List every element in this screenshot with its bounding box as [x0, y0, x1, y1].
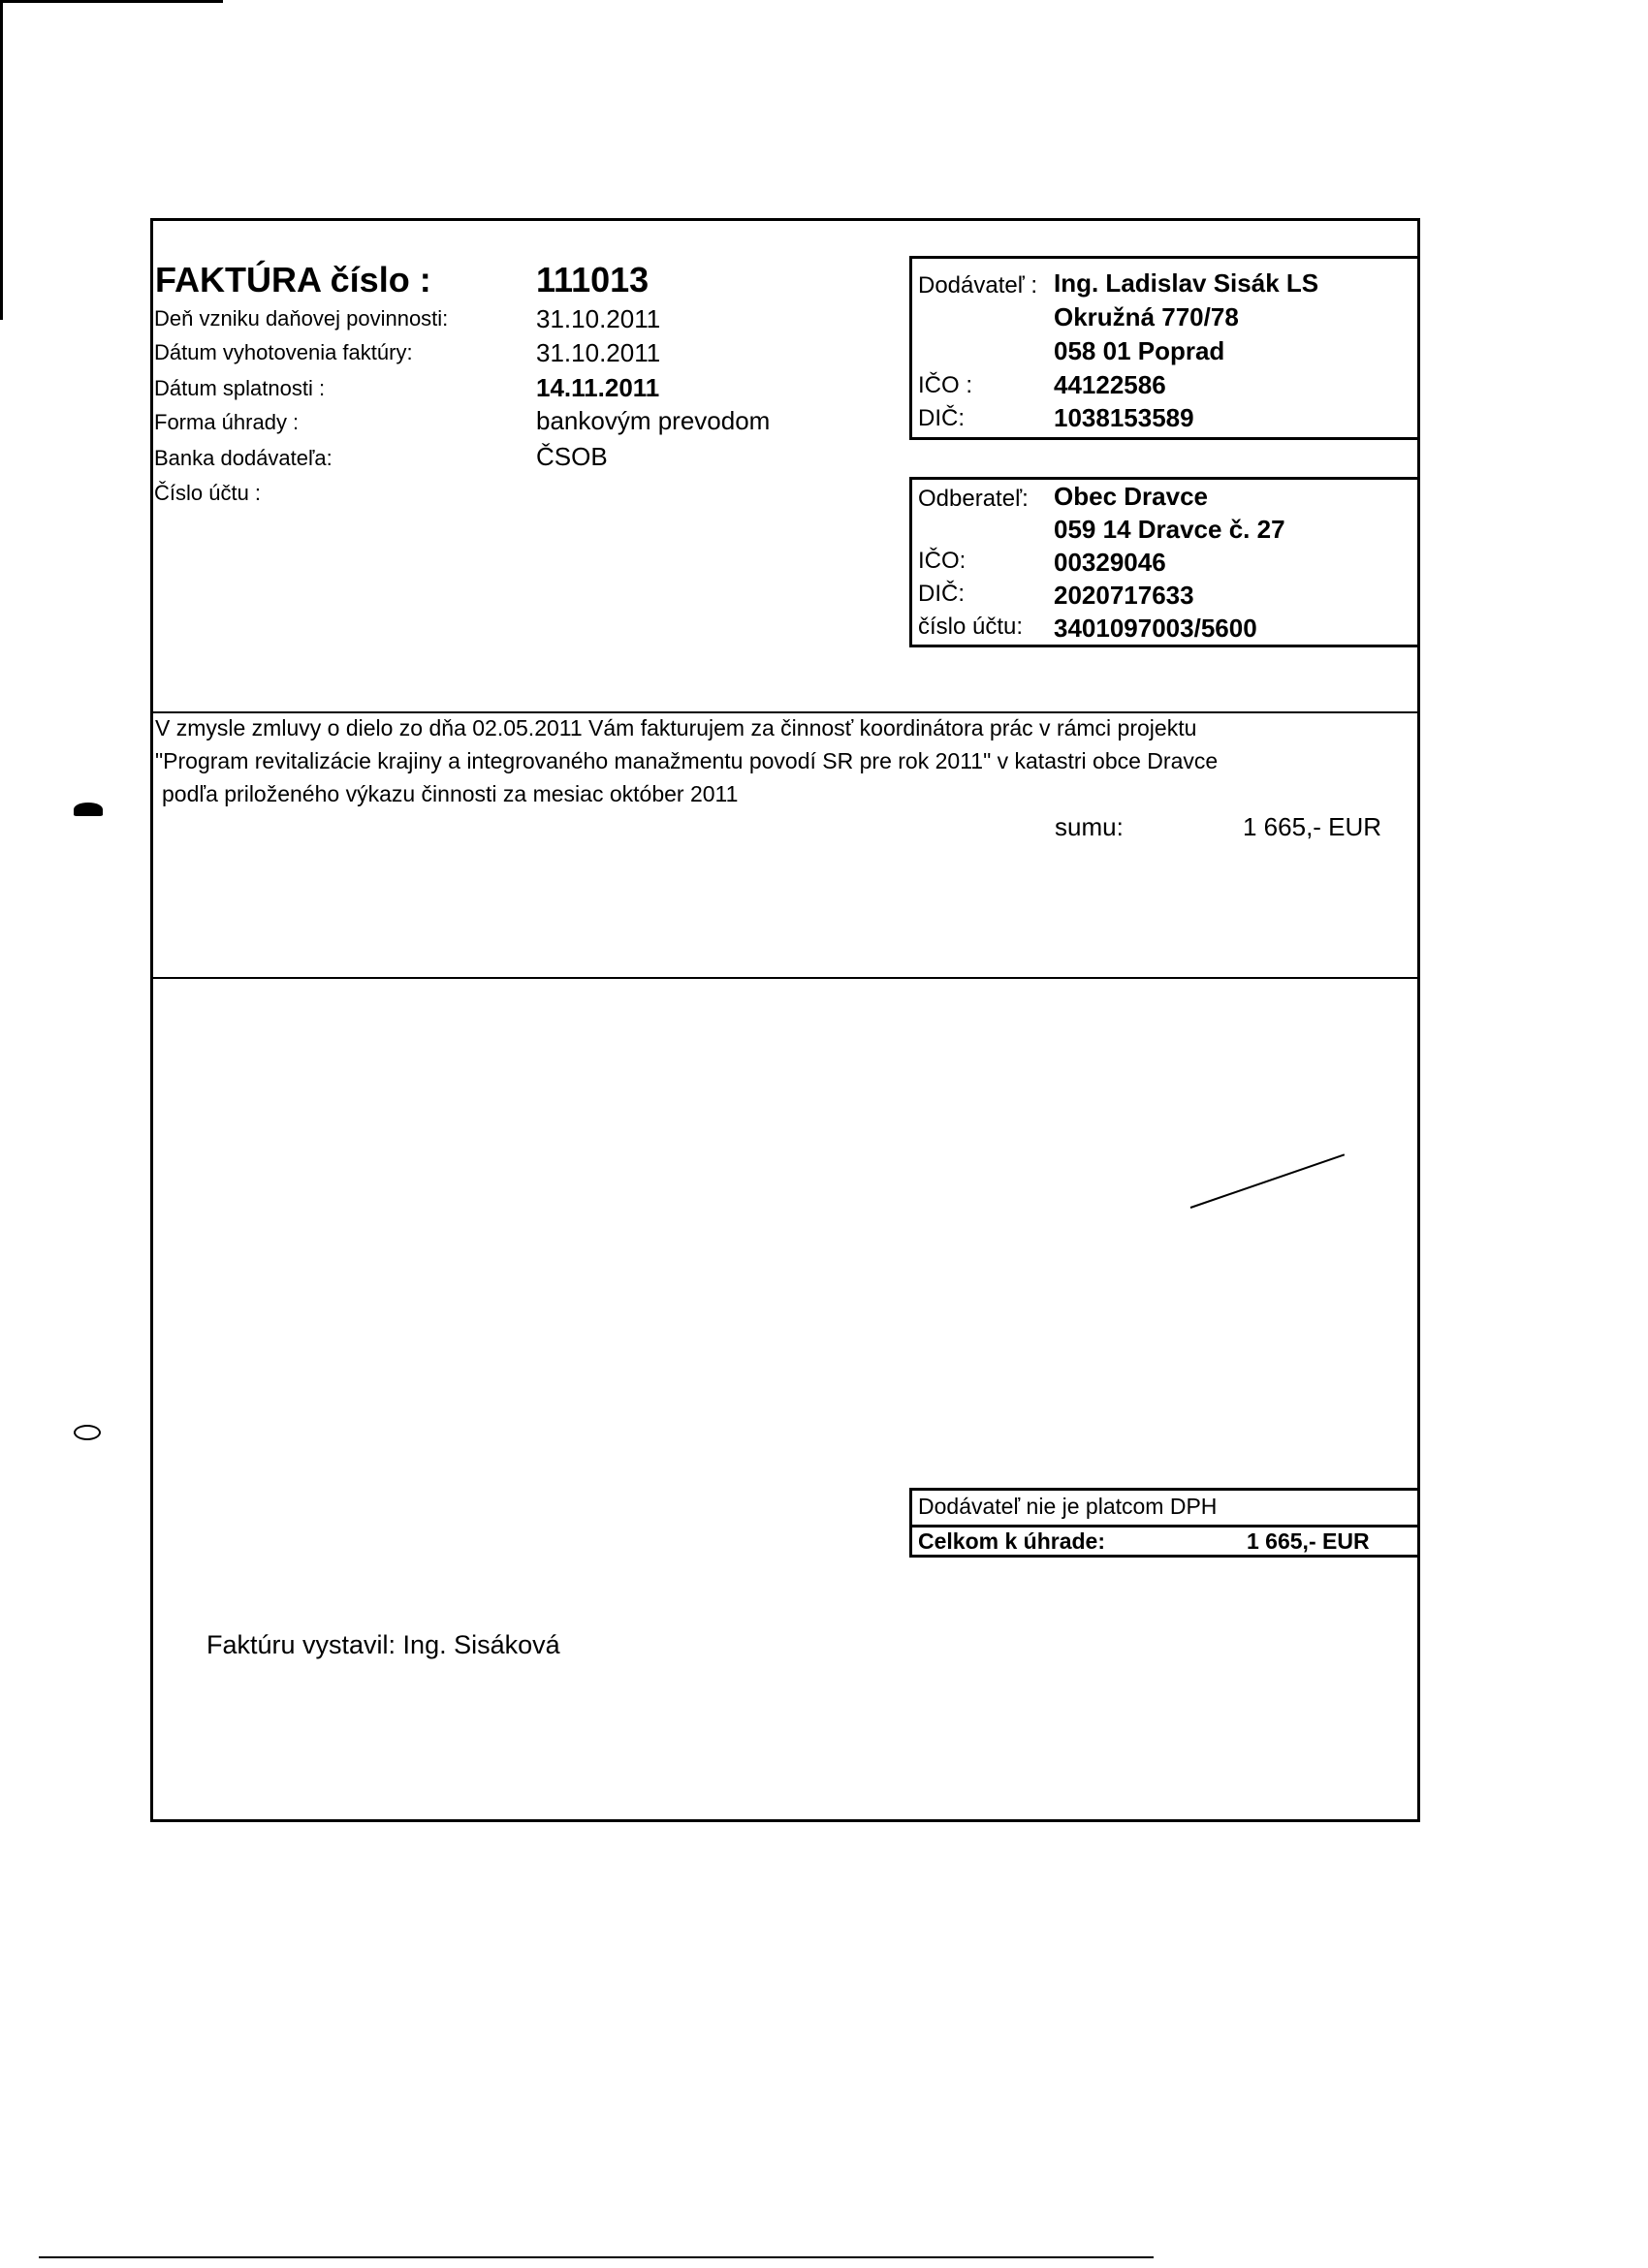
vat-note: Dodávateľ nie je platcom DPH [918, 1494, 1218, 1519]
issue-date-value: 31.10.2011 [536, 338, 661, 367]
customer-address: 059 14 Dravce č. 27 [1054, 515, 1285, 544]
tax-date-value: 31.10.2011 [536, 304, 661, 333]
description-line-3: podľa priloženého výkazu činnosti za mesiac október 2011 [162, 781, 739, 806]
description-line-1: V zmysle zmluvy o dielo zo dňa 02.05.2011 Vám fakturujem za činnosť koordinátora prác v rámci projektu [155, 715, 1197, 740]
totals-box [909, 1488, 1420, 1558]
supplier-box [909, 256, 1420, 440]
due-date-value: 14.11.2011 [536, 373, 660, 402]
scan-edge-left [0, 0, 3, 320]
account-number-label: Číslo účtu : [154, 481, 262, 505]
sum-value: 1 665,- EUR [1243, 812, 1382, 841]
supplier-dic-label: DIČ: [918, 405, 965, 431]
supplier-ico: 44122586 [1054, 370, 1166, 399]
total-label: Celkom k úhrade: [918, 1528, 1105, 1554]
customer-account-label: číslo účtu: [918, 614, 1024, 640]
payment-method-value: bankovým prevodom [536, 406, 771, 435]
customer-name: Obec Dravce [1054, 482, 1208, 511]
section-divider [150, 977, 1420, 979]
punch-hole-mark [74, 803, 103, 816]
punch-hole-mark [74, 1425, 101, 1440]
customer-box [909, 477, 1420, 647]
supplier-bank-label: Banka dodávateľa: [154, 446, 333, 470]
customer-label: Odberateľ: [918, 486, 1029, 512]
tax-date-label: Deň vzniku daňovej povinnosti: [154, 306, 449, 331]
scan-edge-top [0, 0, 223, 3]
supplier-street: Okružná 770/78 [1054, 302, 1239, 331]
supplier-bank-value: ČSOB [536, 442, 608, 471]
scan-edge-bottom [39, 2256, 1154, 2258]
invoice-frame [150, 218, 1420, 1822]
payment-method-label: Forma úhrady : [154, 410, 300, 434]
section-divider [150, 711, 1420, 713]
supplier-name: Ing. Ladislav Sisák LS [1054, 268, 1319, 298]
supplier-ico-label: IČO : [918, 372, 973, 398]
sum-label: sumu: [1055, 812, 1124, 841]
invoice-title: FAKTÚRA číslo : [155, 260, 431, 299]
customer-ico: 00329046 [1054, 548, 1166, 577]
issued-by: Faktúru vystavil: Ing. Sisáková [206, 1630, 560, 1659]
customer-account: 3401097003/5600 [1054, 614, 1257, 643]
description-line-2: "Program revitalizácie krajiny a integrovaného manažmentu povodí SR pre rok 2011" v katastri obce Dravce [155, 748, 1219, 773]
totals-divider [912, 1525, 1420, 1528]
supplier-city: 058 01 Poprad [1054, 336, 1225, 365]
customer-ico-label: IČO: [918, 548, 967, 574]
customer-dic: 2020717633 [1054, 581, 1194, 610]
issue-date-label: Dátum vyhotovenia faktúry: [154, 340, 413, 364]
supplier-label: Dodávateľ : [918, 272, 1038, 299]
due-date-label: Dátum splatnosti : [154, 376, 326, 400]
customer-dic-label: DIČ: [918, 581, 965, 607]
supplier-dic: 1038153589 [1054, 403, 1194, 432]
total-value: 1 665,- EUR [1247, 1528, 1370, 1554]
invoice-number: 111013 [536, 260, 650, 299]
